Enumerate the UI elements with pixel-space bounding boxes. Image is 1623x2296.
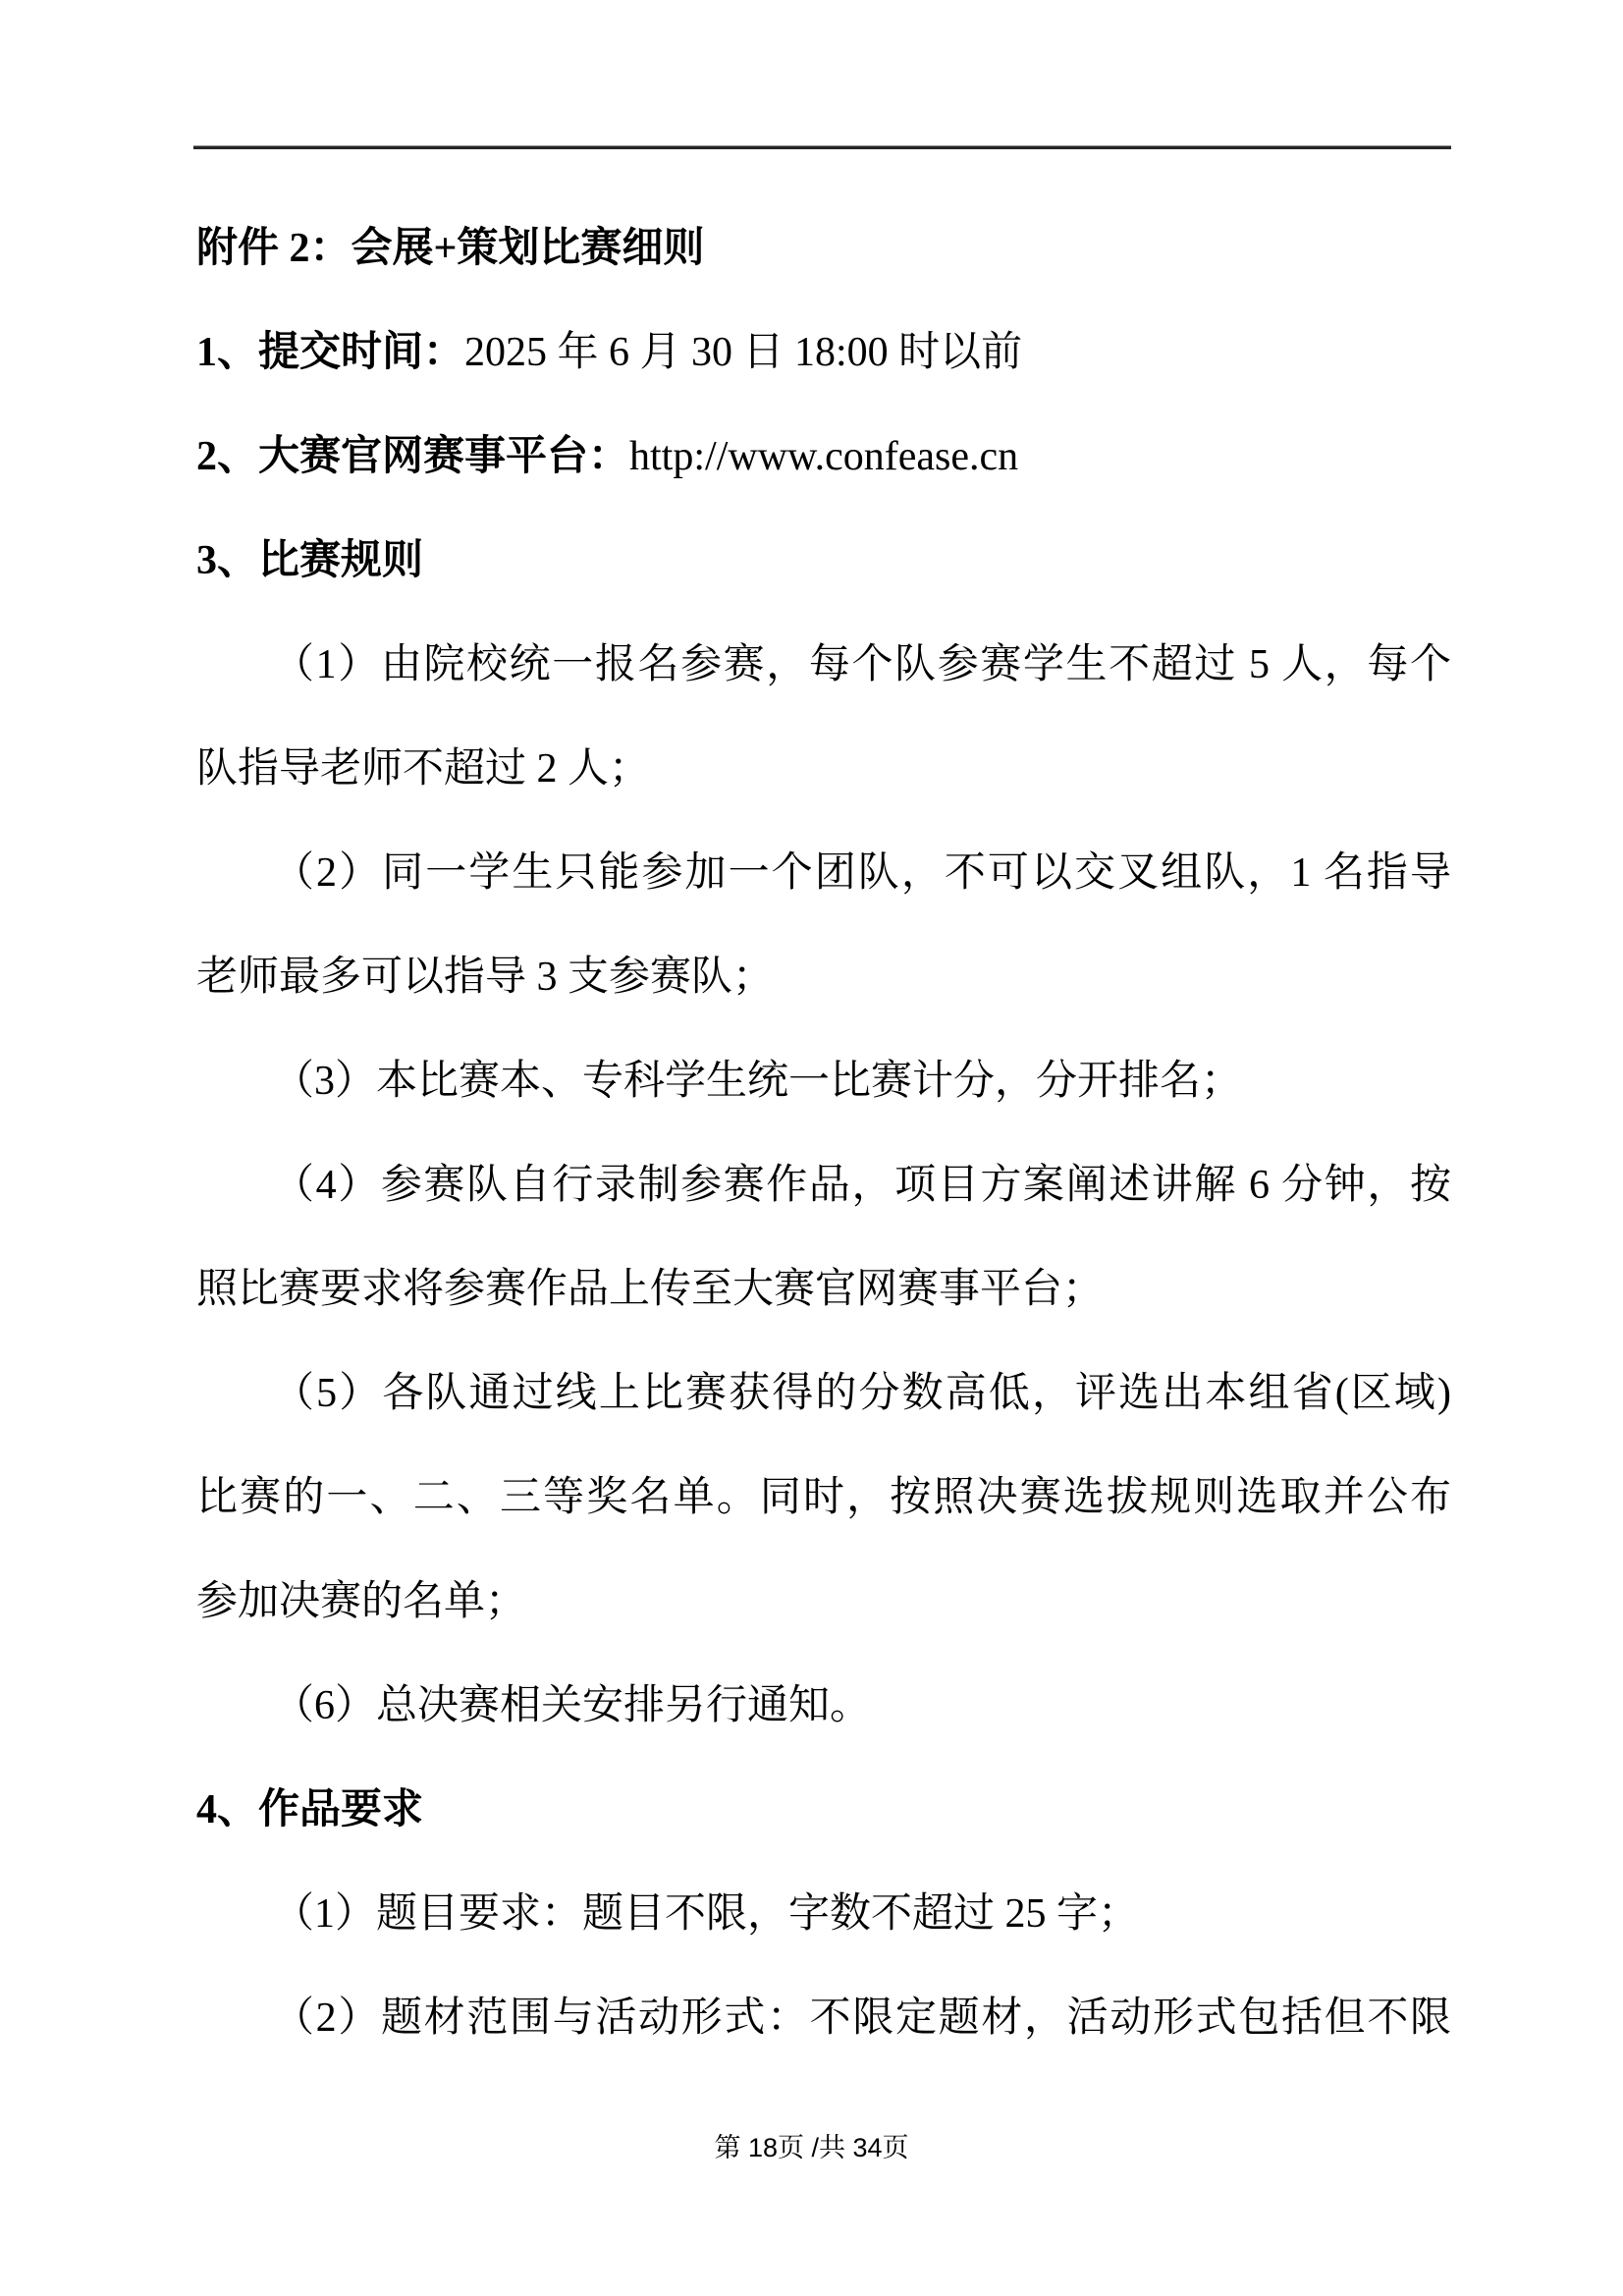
rule-1-line-2 (196, 717, 1451, 821)
page-number: 第 18页 /共 34页 (714, 2133, 909, 2162)
rule-4-line-2 (196, 1237, 1451, 1341)
platform-heading (196, 405, 1451, 509)
rule-5-line-3-text: 参加决赛的名单； (196, 1579, 527, 1624)
work-requirement-1 (196, 1862, 1451, 1966)
rules-heading-bold-text: 3、比赛规则 (196, 538, 424, 583)
attachment-title-bold-text: 附件 2：会展+策划比赛细则 (196, 226, 705, 271)
rule-6-text: （6）总决赛相关安排另行通知。 (273, 1683, 872, 1728)
rule-2-line-2 (196, 925, 1451, 1029)
rule-3 (196, 1029, 1451, 1133)
rule-3-text: （3）本比赛本、专科学生统一比赛计分，分开排名； (273, 1059, 1243, 1104)
rule-1-line-2-text: 队指导老师不超过 2 人； (196, 746, 651, 792)
rule-6 (196, 1654, 1451, 1758)
rule-5-line-1-text: （5）各队通过线上比赛获得的分数高低，评选出本组省(区域) (273, 1371, 1451, 1416)
work-requirement-2-line-1-text: （2）题材范围与活动形式：不限定题材，活动形式包括但不限 (273, 1995, 1451, 2041)
submission-time-heading-text: 2025 年 6 月 30 日 18:00 时以前 (464, 330, 1023, 375)
rule-1-line-1-text: （1）由院校统一报名参赛，每个队参赛学生不超过 5 人，每个 (273, 642, 1451, 687)
attachment-title (196, 196, 1451, 301)
work-requirements-heading-bold-text: 4、作品要求 (196, 1787, 424, 1832)
rule-4-line-2-text: 照比赛要求将参赛作品上传至大赛官网赛事平台； (196, 1267, 1105, 1312)
rule-4-line-1 (196, 1133, 1451, 1237)
submission-time-heading-bold-text: 1、提交时间： (196, 330, 465, 375)
work-requirements-heading (196, 1758, 1451, 1862)
rule-1-line-1 (196, 613, 1451, 717)
rule-5-line-2-text: 比赛的一、二、三等奖名单。同时，按照决赛选拔规则选取并公布 (196, 1475, 1451, 1520)
rule-5-line-3 (196, 1550, 1451, 1654)
platform-heading-bold-text: 2、大赛官网赛事平台： (196, 434, 630, 479)
rule-4-line-1-text: （4）参赛队自行录制参赛作品，项目方案阐述讲解 6 分钟，按 (273, 1163, 1451, 1208)
platform-heading-text: http://www.confease.cn (629, 434, 1019, 479)
rule-2-line-1-text: （2）同一学生只能参加一个团队，不可以交叉组队，1 名指导 (273, 850, 1451, 896)
rules-heading (196, 509, 1451, 613)
header-rule (193, 146, 1451, 149)
rule-5-line-2 (196, 1446, 1451, 1550)
rule-2-line-2-text: 老师最多可以指导 3 支参赛队； (196, 955, 775, 1000)
work-requirement-1-text: （1）题目要求：题目不限，字数不超过 25 字； (273, 1891, 1140, 1937)
rule-5-line-1 (196, 1341, 1451, 1446)
work-requirement-2-line-1 (196, 1966, 1451, 2070)
rule-2-line-1 (196, 821, 1451, 925)
document-body (196, 196, 1451, 2070)
page-footer (0, 2126, 1623, 2164)
submission-time-heading (196, 301, 1451, 405)
